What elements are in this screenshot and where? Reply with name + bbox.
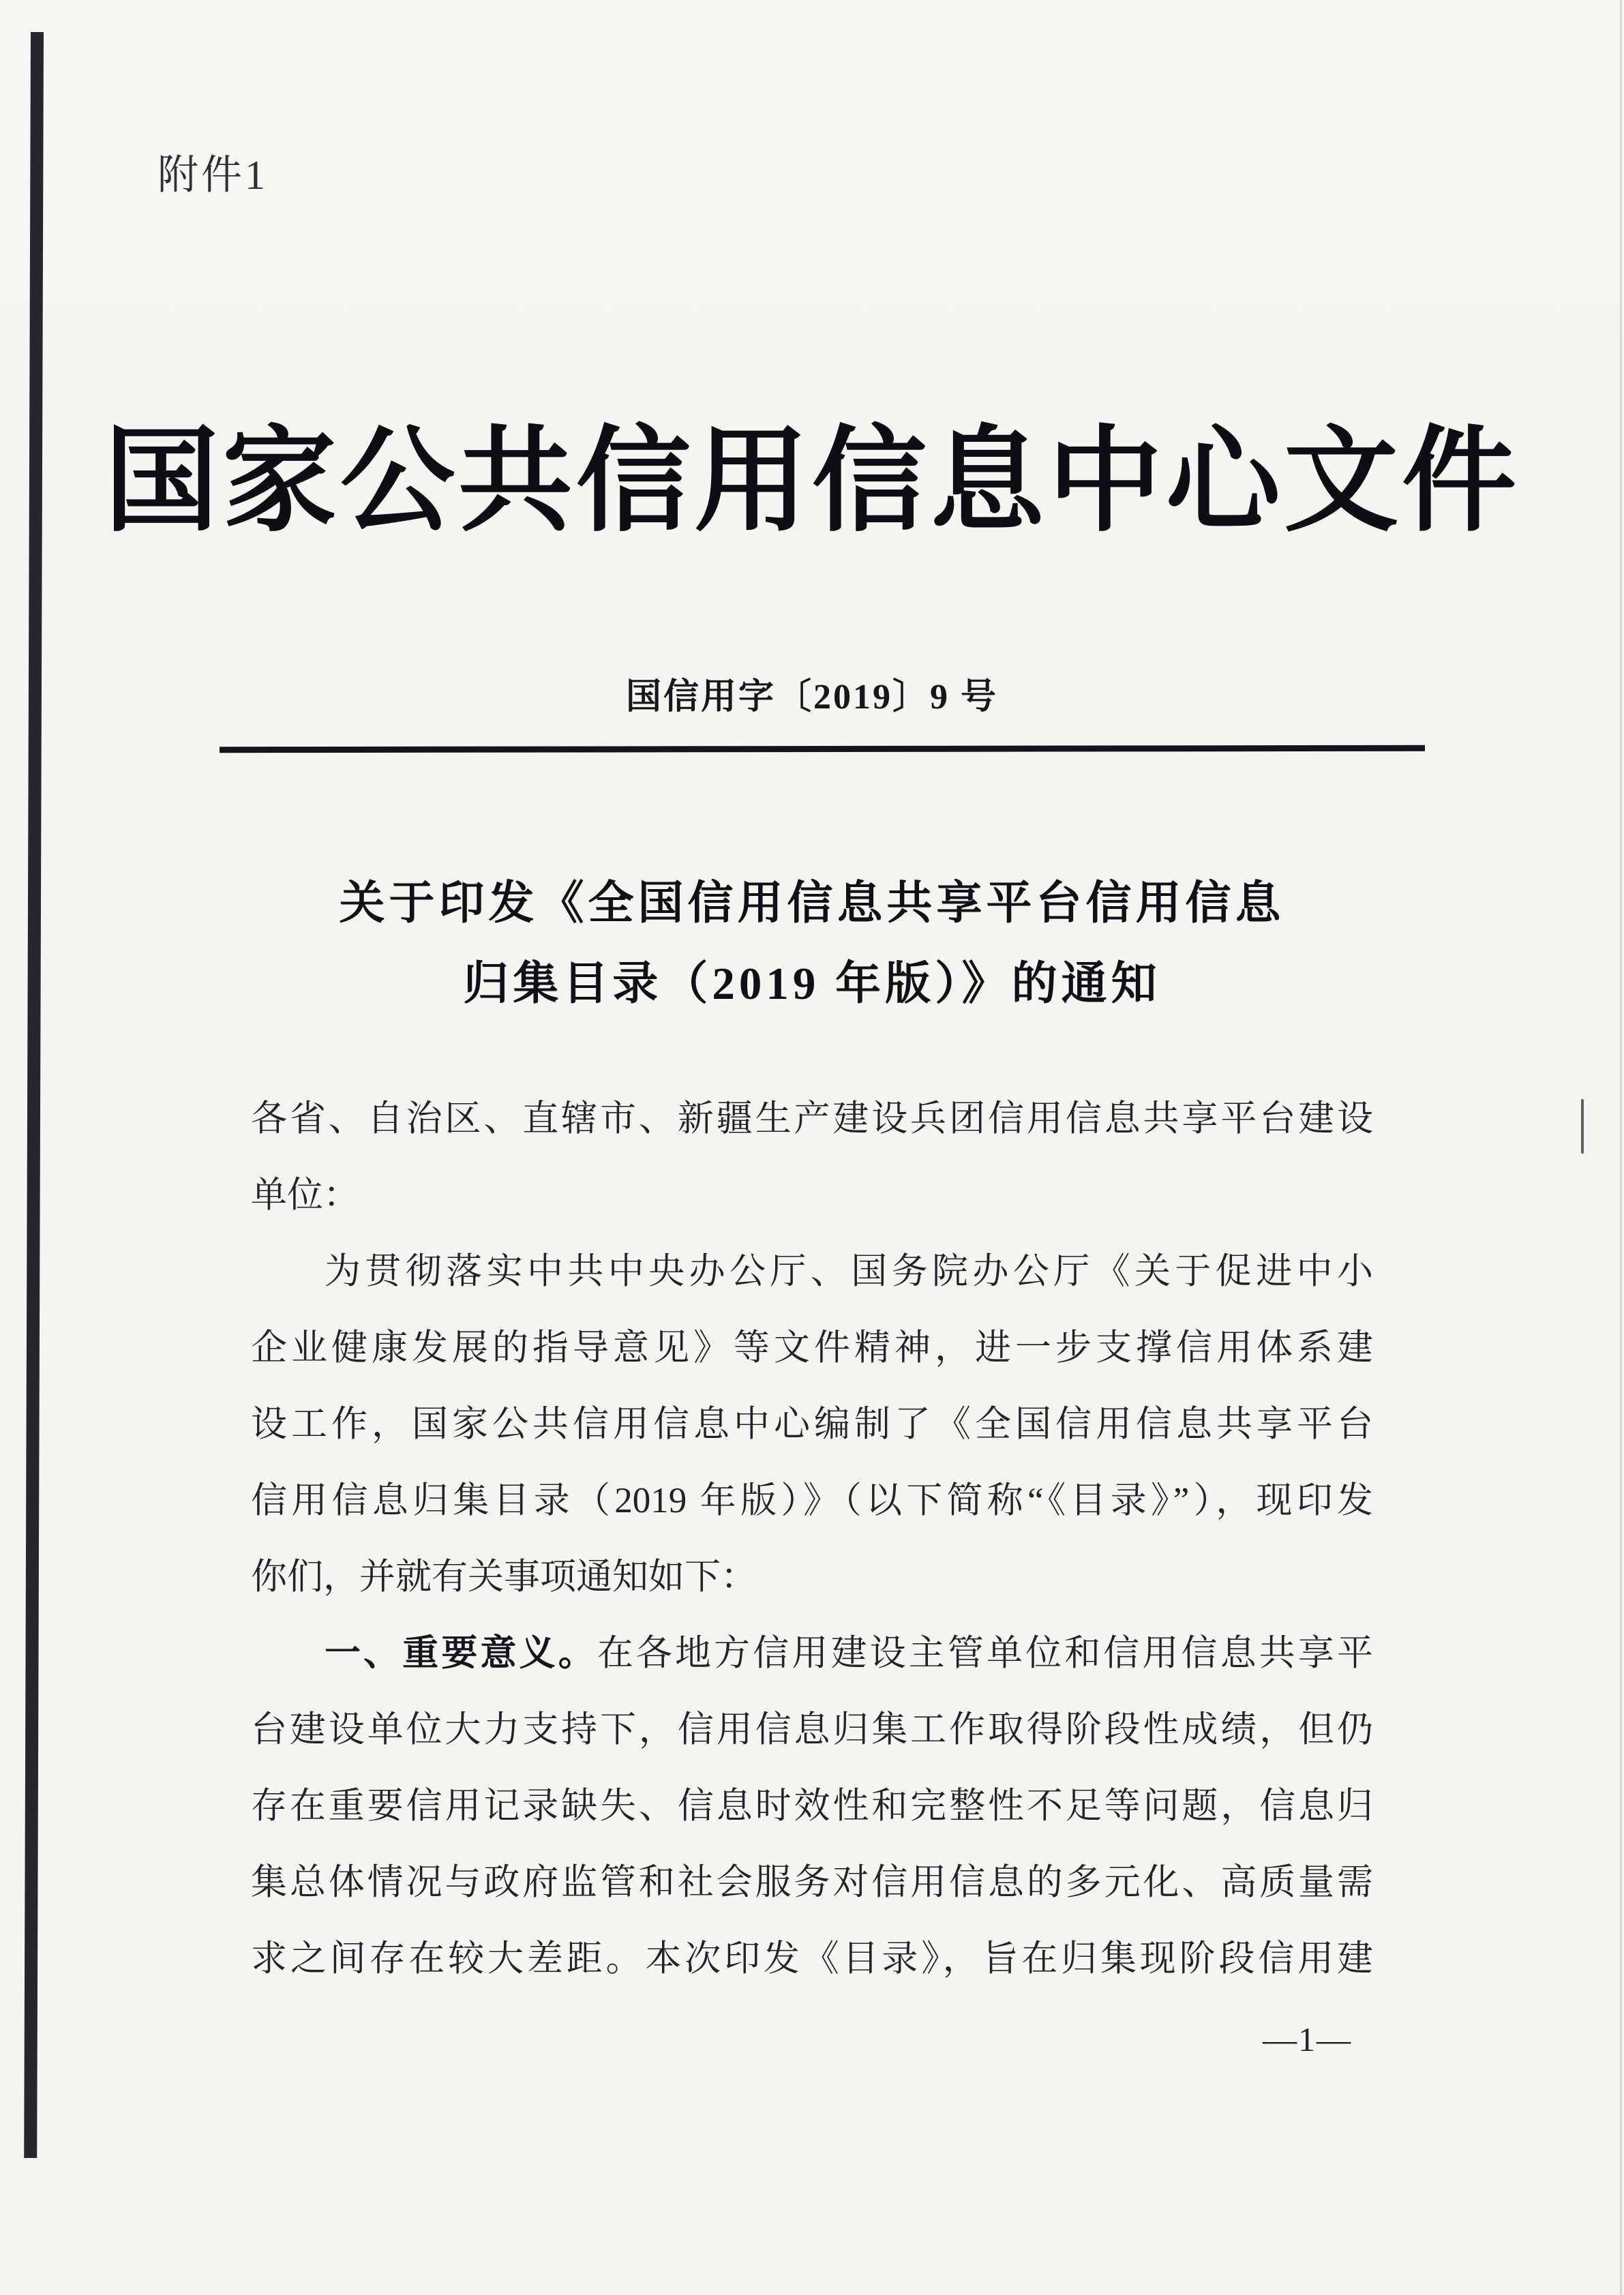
- document-line: 各省、自治区、直辖市、新疆生产建设兵团信用信息共享平台建设: [251, 1099, 1373, 1139]
- left-scan-bar: [24, 32, 44, 2158]
- document-line: 存在重要信用记录缺失、信息时效性和完整性不足等问题，信息归: [251, 1786, 1373, 1826]
- document-line: 台建设单位大力支持下，信用信息归集工作取得阶段性成绩，但仍: [251, 1710, 1373, 1750]
- attachment-label: 附件1: [157, 153, 268, 198]
- document-number: 国信用字〔2019〕9 号: [625, 678, 998, 717]
- header-rule: [220, 745, 1425, 753]
- section-heading-bold: 一、重要意义。: [325, 1634, 597, 1673]
- issuing-org-title: 国家公共信用信息中心文件: [104, 419, 1520, 545]
- document-line: 集总体情况与政府监管和社会服务对信用信息的多元化、高质量需: [251, 1863, 1373, 1902]
- document-line: [251, 1615, 1373, 1692]
- section-body-text: 在各地方信用建设主管单位和信用信息共享平: [597, 1634, 1374, 1673]
- notice-title-line-2: 归集目录（2019 年版）》的通知: [463, 959, 1161, 1009]
- document-line: 企业健康发展的指导意见》等文件精神，进一步支撑信用体系建: [251, 1328, 1373, 1368]
- document-line: 你们，并就有关事项通知如下：: [251, 1557, 757, 1597]
- document-line: 为贯彻落实中共中央办公厅、国务院办公厅《关于促进中小: [325, 1252, 1373, 1291]
- notice-title-line-1: 关于印发《全国信用信息共享平台信用信息: [339, 878, 1285, 929]
- right-edge-scan-line: [1620, 0, 1622, 2295]
- document-line: 设工作，国家公共信用信息中心编制了《全国信用信息共享平台: [251, 1405, 1373, 1444]
- notice-title: [0, 863, 1624, 1024]
- body-paragraphs: [251, 1081, 1373, 1997]
- right-margin-mark: [1581, 1099, 1584, 1154]
- document-line: 求之间存在较大差距。本次印发《目录》，旨在归集现阶段信用建: [251, 1939, 1373, 1979]
- page-number: —1—: [1263, 2020, 1352, 2058]
- document-line: 单位：: [251, 1175, 359, 1215]
- document-line: 信用信息归集目录（2019 年版）》（以下简称“《目录》”），现印发: [251, 1481, 1373, 1520]
